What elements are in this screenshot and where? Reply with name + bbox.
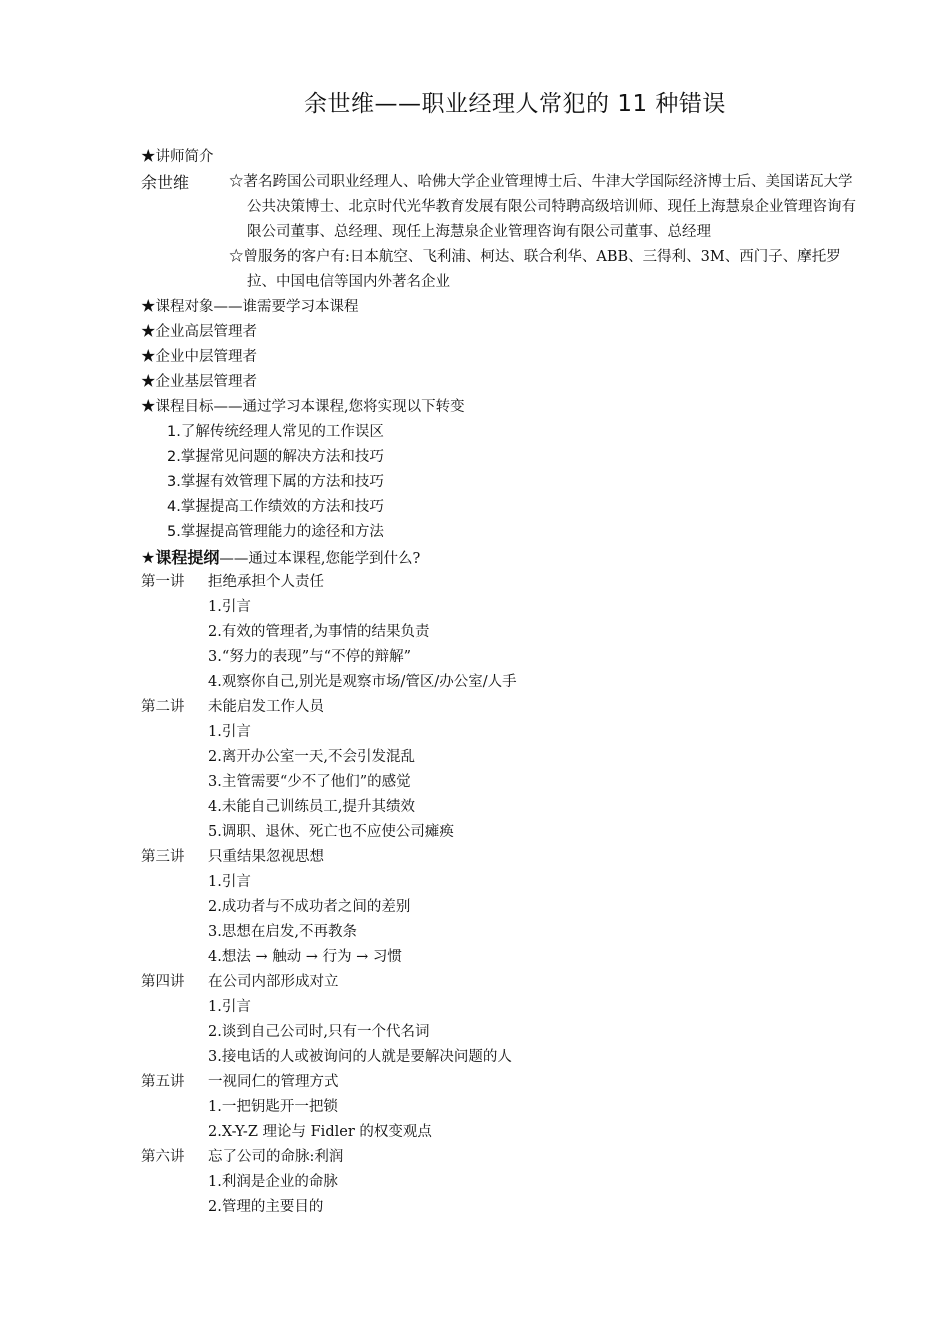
- outline-heading: [141, 545, 861, 570]
- lecture-item: 2.有效的管理者,为事情的结果负责: [208, 624, 430, 640]
- lecture-label: 第五讲: [141, 1074, 185, 1090]
- lecture-item: 3.主管需要“少不了他们”的感觉: [208, 774, 411, 790]
- lecture-item: 4.想法 → 触动 → 行为 → 习惯: [208, 949, 402, 965]
- lecture-label: 第六讲: [141, 1149, 185, 1165]
- lecture-item: 3.“努力的表现”与“不停的辩解”: [208, 649, 411, 665]
- lecture-item: 2.X-Y-Z 理论与 Fidler 的权变观点: [208, 1124, 432, 1140]
- lecture-item: 1.引言: [208, 724, 251, 740]
- lecture-item: 1.引言: [208, 874, 251, 890]
- intro-section: [141, 170, 861, 295]
- lecture-item: 2.离开办公室一天,不会引发混乱: [208, 749, 415, 765]
- goal-item: 4.掌握提高工作绩效的方法和技巧: [167, 499, 384, 515]
- outline-heading-main: ★课程提纲: [141, 548, 220, 567]
- lecture-label: 第二讲: [141, 699, 185, 715]
- lecture-label: 第一讲: [141, 574, 185, 590]
- lecture-title: 一视同仁的管理方式: [208, 1074, 339, 1090]
- lecture-header: [141, 845, 861, 870]
- lecture-item: 3.接电话的人或被询问的人就是要解决问题的人: [208, 1049, 512, 1065]
- lecture-item: 1.引言: [208, 599, 251, 615]
- goal-item: 3.掌握有效管理下属的方法和技巧: [167, 474, 384, 490]
- lecture-label: 第三讲: [141, 849, 185, 865]
- lecture-header: [141, 970, 861, 995]
- lecture-item: 1.引言: [208, 999, 251, 1015]
- lecture-header: [141, 1070, 861, 1095]
- lecture-title: 未能启发工作人员: [208, 699, 324, 715]
- goal-item: 1.了解传统经理人常见的工作误区: [167, 424, 384, 440]
- goal-item: 5.掌握提高管理能力的途径和方法: [167, 524, 384, 540]
- lecture-list: [141, 570, 861, 1220]
- audience-item: ★企业高层管理者: [141, 324, 257, 340]
- goal-item: 2.掌握常见问题的解决方法和技巧: [167, 449, 384, 465]
- lecture-title: 拒绝承担个人责任: [208, 574, 324, 590]
- lecture-header: [141, 1145, 861, 1170]
- audience-heading: ★课程对象——谁需要学习本课程: [141, 299, 359, 315]
- lecture-item: 2.成功者与不成功者之间的差别: [208, 899, 411, 915]
- intro-paragraph-2: ☆曾服务的客户有:日本航空、飞利浦、柯达、联合利华、ABB、三得利、3M、西门子、摩托罗拉、中国电信等国内外著名企业: [229, 249, 841, 290]
- lecturer-name: 余世维: [141, 173, 190, 192]
- lecture-header: [141, 695, 861, 720]
- lecture-item: 2.管理的主要目的: [208, 1199, 324, 1215]
- lecture-item: 4.未能自己训练员工,提升其绩效: [208, 799, 415, 815]
- intro-text: [229, 170, 861, 295]
- lecture-title: 只重结果忽视思想: [208, 849, 324, 865]
- lecture-item: 1.利润是企业的命脉: [208, 1174, 338, 1190]
- lecture-label: 第四讲: [141, 974, 185, 990]
- intro-paragraph-1: ☆著名跨国公司职业经理人、哈佛大学企业管理博士后、牛津大学国际经济博士后、美国诺瓦大学公共决策博士、北京时代光华教育发展有限公司特聘高级培训师、现任上海慧泉企业管理咨询有限公司董事、总经理、现任上海慧泉企业管理咨询有限公司董事、总经理: [229, 174, 856, 240]
- goals-heading: ★课程目标——通过学习本课程,您将实现以下转变: [141, 399, 465, 415]
- lecture-header: [141, 570, 861, 595]
- document-title: 余世维——职业经理人常犯的 11 种错误: [304, 91, 726, 117]
- lecture-title: 在公司内部形成对立: [208, 974, 339, 990]
- document-body: [141, 145, 861, 1220]
- lecture-item: 3.思想在启发,不再教条: [208, 924, 357, 940]
- lecture-item: 2.谈到自己公司时,只有一个代名词: [208, 1024, 430, 1040]
- audience-item: ★企业中层管理者: [141, 349, 257, 365]
- lecture-title: 忘了公司的命脉:利润: [208, 1149, 344, 1165]
- outline-heading-sub: ——通过本课程,您能学到什么?: [219, 551, 421, 567]
- lecture-item: 4.观察你自己,别光是观察市场/管区/办公室/人手: [208, 674, 517, 690]
- intro-heading: ★讲师简介: [141, 149, 214, 165]
- audience-item: ★企业基层管理者: [141, 374, 257, 390]
- lecture-item: 1.一把钥匙开一把锁: [208, 1099, 338, 1115]
- lecture-item: 5.调职、退休、死亡也不应使公司瘫痪: [208, 824, 454, 840]
